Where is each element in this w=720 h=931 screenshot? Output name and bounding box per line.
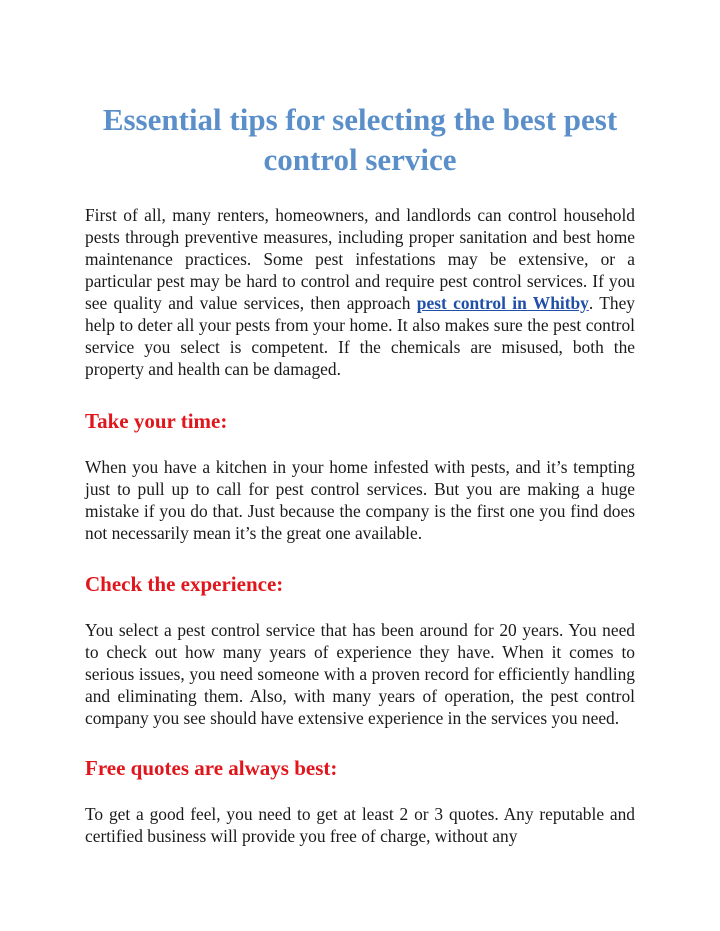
document-page bbox=[85, 100, 635, 847]
section-body-check-experience: You select a pest control service that has been around for 20 years. You need to check out how many years of experience they have. When it comes to serious issues, you need someone with a proven record for efficiently handling and eliminating them. Also, with many years of operation, the pest control company you see should have extensive experience in the services you need. bbox=[85, 620, 635, 728]
section-body-free-quotes: To get a good feel, you need to get at least 2 or 3 quotes. Any reputable and certified business will provide you free of charge, without any bbox=[85, 804, 635, 846]
section-heading-check-experience: Check the experience: bbox=[85, 572, 284, 596]
intro-text-after-link: . They help to deter all your pests from your home. It also makes sure the pest control service you select is competent. If the chemicals are misused, both the property and health can be damaged. bbox=[85, 293, 635, 379]
section-body-take-your-time: When you have a kitchen in your home infested with pests, and it’s tempting just to pull up to call for pest control services. But you are making a huge mistake if you do that. Just because the company is the first one you find does not necessarily mean it’s the great one available. bbox=[85, 457, 635, 543]
document-title: Essential tips for selecting the best pest control service bbox=[102, 102, 618, 177]
section-heading-take-your-time: Take your time: bbox=[85, 409, 228, 433]
intro-text-before-link: First of all, many renters, homeowners, and landlords can control household pests through preventive measures, including proper sanitation and best home maintenance practices. Some pest infestations may be extensive, or a particular pest may be hard to control and require pest control services. If you see quality and value services, then approach bbox=[85, 205, 635, 313]
pest-control-whitby-link[interactable]: pest control in Whitby bbox=[416, 293, 589, 313]
intro-paragraph bbox=[85, 204, 635, 380]
section-heading-free-quotes: Free quotes are always best: bbox=[85, 756, 338, 780]
